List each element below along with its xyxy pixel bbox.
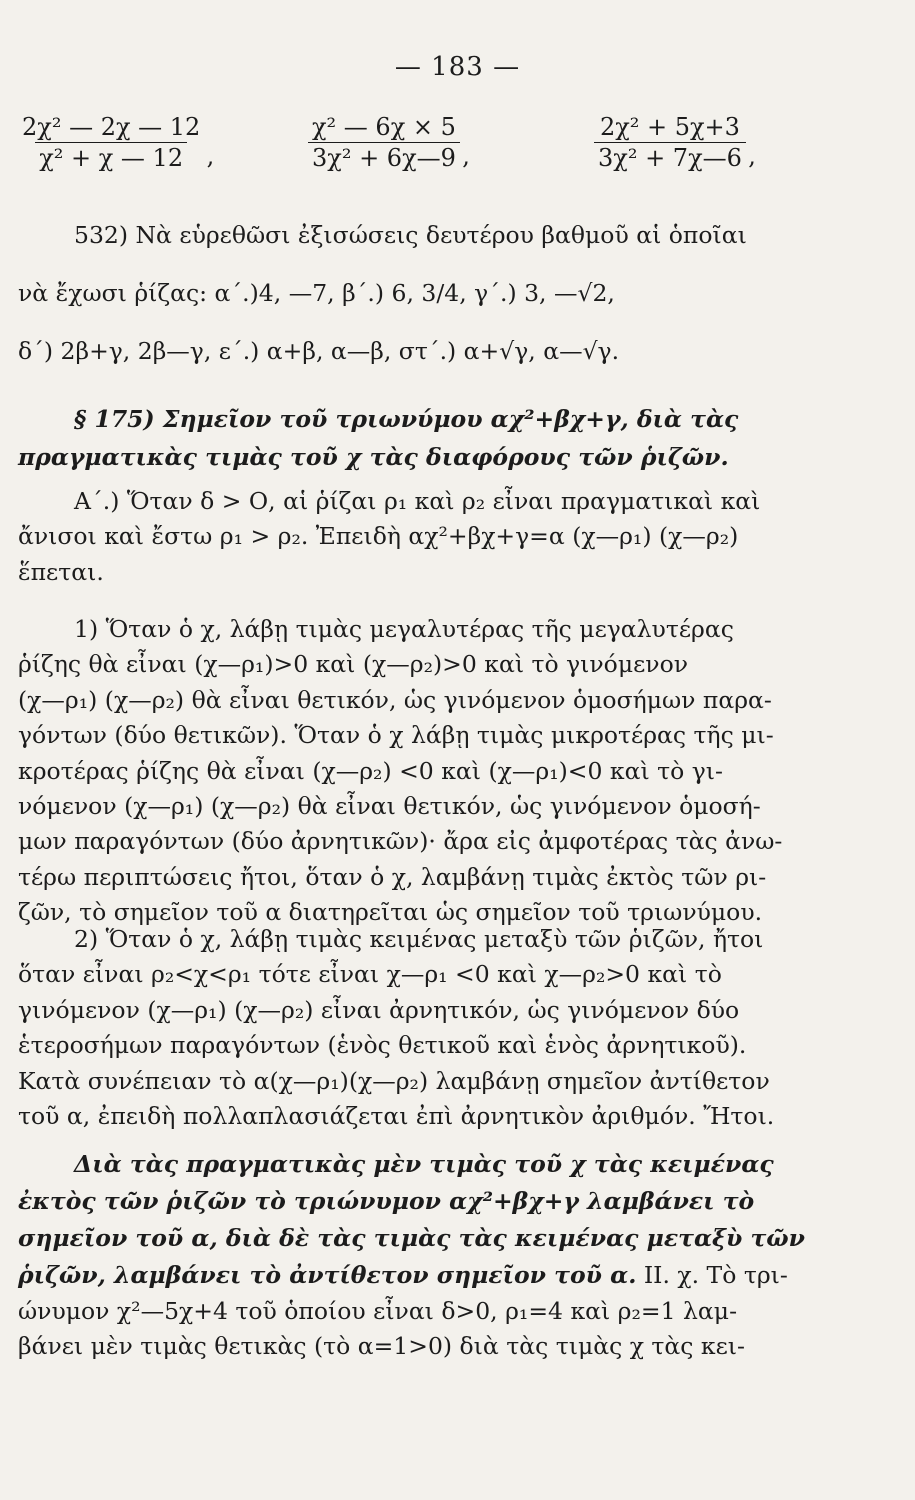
fraction-denominator: χ² + χ — 12 [35,142,187,173]
fraction-numerator: 2χ² — 2χ — 12 [22,113,201,141]
fraction-denominator: 3χ² + 6χ—9 [308,142,460,173]
fraction-denominator: 3χ² + 7χ—6 [594,142,746,173]
section-175-heading [18,400,876,476]
page-number: — 183 — [394,52,521,82]
text-line: ἑτεροσήμων παραγόντων (ἑνὸς θετικοῦ καὶ ἑνὸς ἀρνητικοῦ). [18,1031,747,1060]
paragraph-1 [18,612,876,931]
fraction-row [18,112,898,182]
exercise-532 [18,206,876,380]
final-lines [18,1294,876,1365]
fraction-comma: , [462,142,470,170]
text-line: βάνει μὲν τιμὰς θετικὰς (τὸ α=1>0) διὰ τὰς τιμὰς χ τὰς κει- [18,1332,745,1361]
text-line: Α΄.) Ὅταν δ > Ο, αἱ ῥίζαι ρ₁ καὶ ρ₂ εἶναι πραγματικαὶ καὶ [74,487,761,515]
text-line: (χ—ρ₁) (χ—ρ₂) θὰ εἶναι θετικόν, ὡς γινόμενον ὁμοσήμων παρα- [18,685,772,714]
text-line: μων παραγόντων (δύο ἀρνητικῶν)· ἄρα εἰς ἀμφοτέρας τὰς ἀνω- [18,827,783,856]
heading-line: πραγματικὰς τιμὰς τοῦ χ τὰς διαφόρους τῶν ῥιζῶν. [18,443,729,471]
text-line: 1) Ὅταν ὁ χ, λάβῃ τιμὰς μεγαλυτέρας τῆς μεγαλυτέρας [74,615,734,643]
text-line: ζῶν, τὸ σημεῖον τοῦ α διατηρεῖται ὡς σημεῖον τοῦ τριωνύμου. [18,898,763,927]
text-line: γινόμενον (χ—ρ₁) (χ—ρ₂) εἶναι ἀρνητικόν, ὡς γινόμενον δύο [18,995,740,1024]
text-line: ἄνισοι καὶ ἔστω ρ₁ > ρ₂. Ἐπειδὴ αχ²+βχ+γ=α (χ—ρ₁) (χ—ρ₂) [18,522,739,551]
conclusion-example-start: ΙΙ. χ. Τὸ τρι- [636,1261,788,1289]
text-line: κροτέρας ῥίζης θὰ εἶναι (χ—ρ₂) <0 καὶ (χ—ρ₁)<0 καὶ τὸ γι- [18,756,723,785]
conclusion [18,1146,876,1294]
fraction-numerator: χ² — 6χ × 5 [312,113,456,141]
fraction-3 [594,112,756,173]
text-line: 2) Ὅταν ὁ χ, λάβῃ τιμὰς κειμένας μεταξὺ τῶν ῥιζῶν, ἤτοι [74,925,764,953]
text-line: 532) Νὰ εὑρεθῶσι ἐξισώσεις δευτέρου βαθμοῦ αἱ ὁποῖαι [74,221,747,249]
text-line: γόντων (δύο θετικῶν). Ὅταν ὁ χ λάβῃ τιμὰς μικροτέρας τῆς μι- [18,721,774,750]
fraction-comma: , [748,142,756,170]
text-line: τέρω περιπτώσεις ἤτοι, ὅταν ὁ χ, λαμβάνῃ τιμὰς ἐκτὸς τῶν ρι- [18,862,767,891]
conclusion-line [18,1257,876,1294]
fraction-2 [308,112,470,173]
conclusion-line: ἐκτὸς τῶν ῥιζῶν τὸ τριώνυμον αχ²+βχ+γ λαμβάνει τὸ [18,1187,755,1215]
fraction-comma: , [206,142,215,170]
heading-line: § 175) Σημεῖον τοῦ τριωνύμου αχ²+βχ+γ, διὰ τὰς [74,405,739,433]
text-line: Κατὰ συνέπειαν τὸ α(χ—ρ₁)(χ—ρ₂) λαμβάνῃ σημεῖον ἀντίθετον [18,1066,770,1095]
text-line: νόμενον (χ—ρ₁) (χ—ρ₂) θὰ εἶναι θετικόν, ὡς γινόμενον ὁμοσή- [18,792,761,821]
conclusion-line: σημεῖον τοῦ α, διὰ δὲ τὰς τιμὰς τὰς κειμένας μεταξὺ τῶν [18,1224,805,1252]
text-line: ὅταν εἶναι ρ₂<χ<ρ₁ τότε εἶναι χ—ρ₁ <0 καὶ χ—ρ₂>0 καὶ τὸ [18,960,722,989]
text-line: δ΄) 2β+γ, 2β—γ, ε΄.) α+β, α—β, στ΄.) α+√γ, α—√γ. [18,337,620,365]
text-line: νὰ ἔχωσι ῥίζας: α΄.)4, —7, β΄.) 6, 3/4, γ΄.) 3, —√2, [18,279,615,307]
conclusion-line: Διὰ τὰς πραγματικὰς μὲν τιμὰς τοῦ χ τὰς κειμένας [74,1150,774,1178]
text-line: ῥίζης θὰ εἶναι (χ—ρ₁)>0 καὶ (χ—ρ₂)>0 καὶ τὸ γινόμενον [18,650,689,679]
fraction-1 [18,112,215,173]
fraction-numerator: 2χ² + 5χ+3 [599,113,740,141]
text-line: ἕπεται. [18,557,104,586]
text-line: ώνυμον χ²—5χ+4 τοῦ ὁποίου εἶναι δ>0, ρ₁=4 καὶ ρ₂=1 λαμ- [18,1297,738,1325]
conclusion-bold-end: ῥιζῶν, λαμβάνει τὸ ἀντίθετον σημεῖον τοῦ α. [18,1261,637,1289]
text-line: τοῦ α, ἐπειδὴ πολλαπλασιάζεται ἐπὶ ἀρνητικὸν ἀριθμόν. Ἤτοι. [18,1102,775,1131]
paragraph-2 [18,922,876,1134]
paragraph-a [18,484,876,590]
